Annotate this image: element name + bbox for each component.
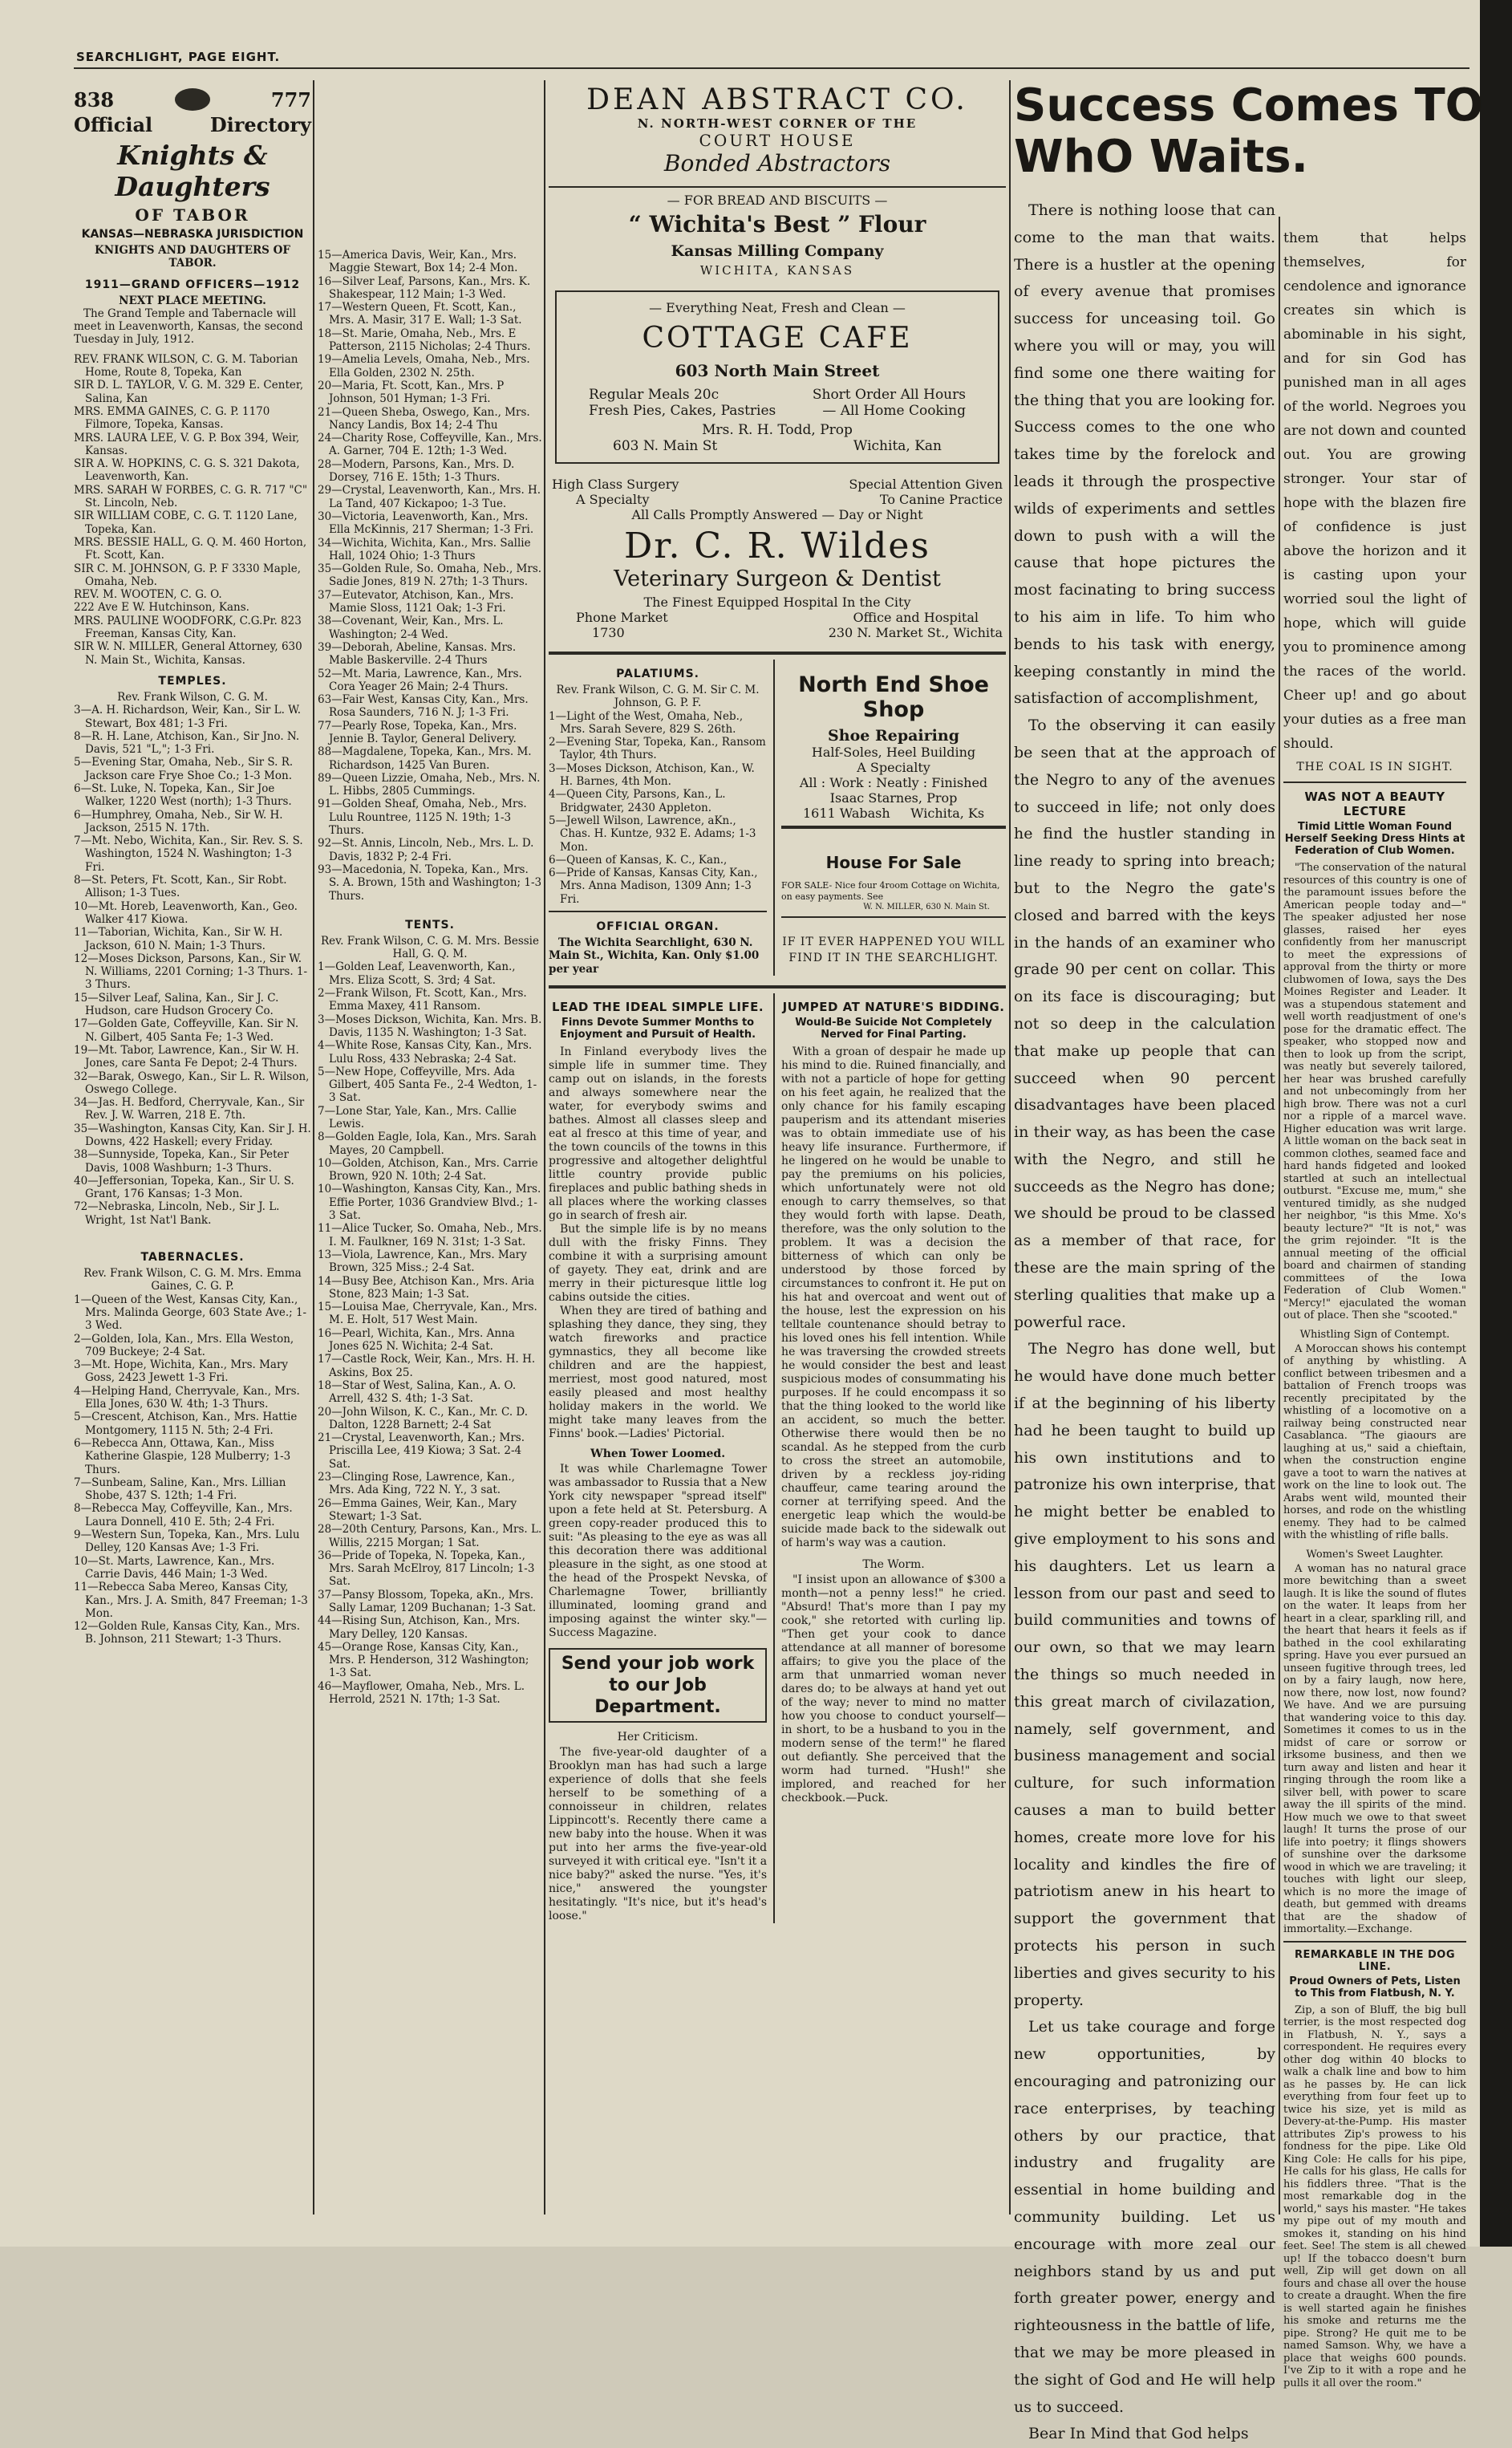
vet-office-address: 230 N. Market St., Wichita — [828, 625, 1003, 640]
temple-entry: 72—Nebraska, Lincoln, Neb., Sir J. L. Wright, 1st Nat'l Bank. — [74, 1200, 280, 1227]
tabernacles-continued-list — [318, 249, 542, 903]
jumped-headline: JUMPED AT NATURE'S BIDDING. — [782, 999, 1005, 1014]
palatium-entry: 2—Evening Star, Topeka, Kan., Ransom Taylor, 4th Thurs. — [549, 736, 766, 762]
palatium-entry: 3—Moses Dickson, Atchison, Kan., W. H. Barnes, 4th Mon. — [549, 761, 755, 789]
dean-sub1: N. NORTH-WEST CORNER OF THE — [637, 116, 918, 131]
cafe-prop: Mrs. R. H. Todd, Prop — [702, 422, 853, 438]
directory-number-left: 838 — [74, 88, 115, 112]
temple-entry: 15—Silver Leaf, Salina, Kan., Sir J. C. Hudson, care Hudson Grocery Co. — [74, 991, 279, 1018]
temple-entry: 17—Golden Gate, Coffeyville, Kan. Sir N. N. Gilbert, 405 Santa Fe; 1-3 Wed. — [74, 1017, 299, 1044]
temple-entry: 32—Barak, Oswego, Kan., Sir L. R. Wilson, Oswego College. — [74, 1070, 310, 1096]
shoe-repairing: Shoe Repairing — [828, 727, 959, 745]
vet-attention: Special Attention Given — [849, 477, 1003, 492]
column-rule — [1009, 80, 1011, 2215]
divider — [549, 911, 767, 912]
vet-office: Office and Hospital — [853, 610, 979, 625]
tabernacle-entry: 35—Golden Rule, So. Omaha, Neb., Mrs. Sadie Jones, 819 N. 27th; 1-3 Thurs. — [318, 562, 542, 589]
cafe-top: — Everything Neat, Fresh and Clean — — [649, 300, 906, 315]
flour-ad — [549, 193, 1006, 282]
tabernacles-list — [74, 1293, 311, 1646]
tabernacle-entry: 21—Queen Sheba, Oswego, Kan., Mrs. Nancy Landis, Box 14; 2-4 Thu — [318, 405, 530, 432]
temple-entry: 34—Jas. H. Bedford, Cherryvale, Kan., Sir Rev. J. W. Warren, 218 E. 7th. — [74, 1096, 305, 1123]
veterinary-ad — [549, 472, 1006, 647]
dean-title: DEAN ABSTRACT CO. — [586, 83, 968, 116]
kd-heading: KNIGHTS AND DAUGHTERS OF TABOR. — [95, 244, 290, 270]
tent-entry: 20—John Wilson, K. C., Kan., Mr. C. D. Dalton, 1228 Barnett; 2-4 Sat — [318, 1405, 529, 1431]
temple-entry: 35—Washington, Kansas City, Kan. Sir J. H. Downs, 422 Haskell; every Friday. — [74, 1122, 311, 1148]
shoe-half-soles: Half-Soles, Heel Building — [811, 745, 976, 760]
success-continued: them that helps themselves, for cendolence and ignorance creates sin which is abominable in his sight, and for sin God has punished man in all ages of the world. Negroes you are not down and counted out. You are growing stronger. Your star of hope with the blazen fire of confidence is just above the horizon and it is casting upon your worried soul the light of hope, which will guide you to prominence among the races of the world. Cheer up! and go about your duties as a free man should. — [1283, 230, 1466, 752]
success-signature: THE COAL IS IN SIGHT. — [1296, 761, 1453, 773]
shoe-and-house-ads — [781, 660, 1006, 976]
tower-text: It was while Charlemagne Tower was ambassador to Russia that a New York city newspaper "spread itself" upon a fete held at St. Petersburg. A green copy-reader produced this to suit: "As pleasing to the eye as was all this decoration there was additional pleasure in the sight, as one stood at the head of the Prospekt Nevska, of Charlemagne Tower, brilliantly illuminated, looming grand and imposing against the winter sky."—Success Magazine. — [549, 1462, 768, 1639]
laughter-text: A woman has no natural grace more bewitching than a sweet laugh. It is like the sound of flutes on the water. It leaps from her heart in a clear, sparkling rill, and the heart that hears it feels as if bathed in the cool exhilarating spring. Have you ever pursued an unseen fugitive through trees, led on by a fairy laugh, now here, now there, now lost, now found? We have. And we are pursuing that wandering voice to this day. Sometimes it comes to us in the midst of care or sorrow or irksome business, and then we turn away and listen and hear it ringing through the room like a silver bell, with power to scare away the ill spirits of the mind. How much we owe to that sweet laugh! It turns the prose of our life into poetry; it flings showers of sunshine over the darksome wood in which we are traveling; it touches with light our sleep, which is no more the image of death, but gemmed with dreams that are the shadow of immortality.—Exchange. — [1283, 1562, 1466, 1935]
flour-name: “ Wichita's Best ” Flour — [628, 211, 926, 237]
divider — [1283, 1941, 1466, 1943]
tabernacle-entry: 89—Queen Lizzie, Omaha, Neb., Mrs. N. L. Hibbs, 2805 Cummings. — [318, 771, 541, 798]
success-p1: There is nothing loose that can come to the man that waits. There is a hustler at the opening of every avenue that promises success for unceasing toil. Go where you will or may, you will find some one there waiting for the thing that you are looking for. Success comes to the one who takes time by the forelock and leads it through the prospective wilds of experiments and settles down to push with a will the cause that hope pictures the most facinating to bring success to his aim in life. To him who bends to his task with energy, keeping constantly in mind the satisfaction of accomplishment, — [1014, 201, 1275, 708]
ideal-life-deck: Finns Devote Summer Months to Enjoyment and Pursuit of Health. — [560, 1016, 756, 1041]
tabernacle-entry: 37—Eutevator, Atchison, Kan., Mrs. Mamie Sloss, 1121 Oak; 1-3 Fri. — [318, 588, 514, 615]
tabernacle-entry: 7—Sunbeam, Saline, Kan., Mrs. Lillian Shobe, 437 S. 12th; 1-4 Fri. — [74, 1476, 286, 1503]
ideal-life-p1: In Finland everybody lives the simple life in summer time. They camp out on islands, in the forests and always somewhere near the water, for everybody swims and bathes. Almost all classes sleep and eat al fresco at this time of year, and the town councils of the towns in this progressive and altogether delightful little country provide public fireplaces and public bathing sheds in all places where the working classes go in search of fresh air. — [549, 1045, 768, 1222]
vet-phone-number: 1730 — [592, 625, 625, 640]
temple-entry: 38—Sunnyside, Topeka, Kan., Sir Peter Davis, 1008 Washburn; 1-3 Thurs. — [74, 1148, 289, 1175]
tabernacle-entry: 20—Maria, Ft. Scott, Kan., Mrs. P Johnson, 501 Hyman; 1-3 Fri. — [318, 379, 505, 406]
dean-sub2: COURT HOUSE — [699, 131, 856, 150]
shoe-specialty: A Specialty — [857, 760, 930, 775]
tent-entry: 5—New Hope, Coffeyville, Mrs. Ada Gilbert, 405 Santa Fe., 2-4 Wedton, 1-3 Sat. — [318, 1065, 537, 1105]
ideal-life-p3: When they are tired of bathing and splashing they dance, they sing, they watch fireworks and practice gymnastics, they all become like children and are the happiest, merriest, most good natured, most easily pleased and most healthy holiday makers in the world. We might take many leaves from the Finns' book.—Ladies' Pictorial. — [549, 1304, 768, 1440]
success-headline: Success Comes TO WhO Waits. — [1014, 79, 1484, 183]
tent-entry: 10—Washington, Kansas City, Kan., Mrs. Effie Porter, 1036 Grandview Blvd.; 1-3 Sat. — [318, 1183, 541, 1223]
tent-entry: 37—Pansy Blossom, Topeka, aKn., Mrs. Sally Lamar, 1209 Buchanan; 1-3 Sat. — [318, 1588, 537, 1614]
temple-entry: 8—R. H. Lane, Atchison, Kan., Sir Jno. N. Davis, 521 "L,"; 1-3 Fri. — [74, 729, 300, 757]
temple-entry: 19—Mt. Tabor, Lawrence, Kan., Sir W. H. Jones, care Santa Fe Depot; 2-4 Thurs. — [74, 1043, 299, 1070]
laughter-headline: Women's Sweet Laughter. — [1306, 1548, 1444, 1561]
column-rule — [544, 80, 545, 2215]
temple-entry: 6—St. Luke, N. Topeka, Kan., Sir Joe Walker, 1220 West (north); 1-3 Thurs. — [74, 781, 292, 809]
tabernacle-entry: 18—St. Marie, Omaha, Neb., Mrs. E Patterson, 2115 Nicholas; 2-4 Thurs. — [318, 327, 531, 354]
cafe-name: COTTAGE CAFE — [642, 322, 913, 355]
tent-entry: 28—20th Century, Parsons, Kan., Mrs. L. Willis, 2215 Morgan; 1 Sat. — [318, 1523, 542, 1549]
cafe-cooking: — All Home Cooking — [822, 403, 966, 419]
vet-title: Veterinary Surgeon & Dentist — [614, 566, 941, 591]
palatium-entry: 4—Queen City, Parsons, Kan., L. Bridgwater, 2430 Appleton. — [549, 788, 726, 814]
tent-entry: 16—Pearl, Wichita, Kan., Mrs. Anna Jones 625 N. Wichita; 2-4 Sat. — [318, 1326, 515, 1354]
directory-title: Knights & Daughters — [115, 140, 270, 202]
directory-column-1 — [74, 80, 311, 2190]
tent-entry: 46—Mayflower, Omaha, Neb., Mrs. L. Herrold, 2521 N. 17th; 1-3 Sat. — [318, 1679, 525, 1707]
tabernacle-entry: 63—Fair West, Kansas City, Kan., Mrs. Rosa Saunders, 716 N. J; 1-3 Fri. — [318, 693, 529, 720]
tabernacle-entry: 92—St. Annis, Lincoln, Neb., Mrs. L. D. Davis, 1832 P; 2-4 Fri. — [318, 837, 534, 863]
next-meeting-heading: NEXT PLACE MEETING. — [119, 294, 266, 307]
officers-heading: 1911—GRAND OFFICERS—1912 — [84, 278, 301, 291]
tent-entry: 11—Alice Tucker, So. Omaha, Neb., Mrs. I. M. Faulkner, 169 N. 31st; 1-3 Sat. — [318, 1222, 542, 1248]
official-label: Official — [74, 113, 153, 136]
jurisdiction: KANSAS—NEBRASKA JURISDICTION — [81, 228, 304, 241]
articles-left — [549, 993, 767, 1923]
temples-lead: Rev. Frank Wilson, C. G. M. — [117, 690, 268, 704]
temple-entry: 8—St. Peters, Ft. Scott, Kan., Sir Robt. Allison; 1-3 Tues. — [74, 874, 287, 900]
dean-sub3: Bonded Abstractors — [663, 150, 891, 177]
organ-heading: OFFICIAL ORGAN. — [596, 920, 720, 934]
divider — [549, 186, 1006, 188]
flour-city: WICHITA, KANSAS — [699, 263, 855, 278]
temples-list — [74, 704, 311, 1227]
divider — [549, 985, 1006, 989]
job-work-ad: Send your job work to our Job Department. — [549, 1648, 767, 1723]
cafe-meals: Regular Meals 20c — [589, 387, 720, 403]
tabernacle-entry: 9—Western Sun, Topeka, Kan., Mrs. Lulu Delley, 120 Kansas Ave; 1-3 Fri. — [74, 1528, 300, 1555]
temple-entry: 5—Evening Star, Omaha, Neb., Sir S. R. Jackson care Frye Shoe Co.; 1-3 Mon. — [74, 756, 294, 782]
house-text: FOR SALE- Nice four 4room Cottage on Wichita, on easy payments. See — [781, 880, 1000, 902]
emblem-icon — [175, 88, 210, 111]
divider — [781, 916, 1006, 918]
tent-entry: 10—Golden, Atchison, Kan., Mrs. Carrie Brown, 920 N. 10th; 2-4 Sat. — [318, 1156, 538, 1183]
tabernacle-entry: 2—Golden, Iola, Kan., Mrs. Ella Weston, 709 Buckeye; 2-4 Sat. — [74, 1332, 294, 1358]
officer-entry: MRS. EMMA GAINES, C. G. P. 1170 Filmore, Topeka, Kansas. — [74, 404, 270, 432]
vet-canine: To Canine Practice — [879, 492, 1003, 507]
ideal-life-headline: LEAD THE IDEAL SIMPLE LIFE. — [551, 999, 764, 1014]
palatiums-list — [549, 710, 767, 906]
temple-entry: 3—A. H. Richardson, Weir, Kan., Sir L. W. Stewart, Box 481; 1-3 Fri. — [74, 704, 301, 730]
tent-entry: 15—Louisa Mae, Cherryvale, Kan., Mrs. M. E. Holt, 517 West Main. — [318, 1301, 537, 1327]
ads-and-articles — [549, 80, 1006, 2198]
palatiums-heading: PALATIUMS. — [616, 668, 700, 680]
column-rule — [313, 80, 314, 2215]
vet-specialty: A Specialty — [576, 492, 650, 507]
house-heading: House For Sale — [825, 853, 962, 872]
success-p3: The Negro has done well, but he would have done much better if at the beginning of his liberty had he been taught to build up his own institutions and to patronize his own interprise, that he might better be enabled to give employment to his sons and his daughters. Let us learn a lesson from our past and seed to build communities and towns of our own, so that we may learn the things so much needed in this great march of civilazation, namely, self government, and business management and social culture, for such information causes a man to build better homes, create more love for his locality and kindles the fire of patriotism anew in his heart to support the government that protects his person in such liberties and gives security to his property. — [1014, 1340, 1275, 2009]
tabernacle-entry: 29—Crystal, Leavenworth, Kan., Mrs. H. La Tand, 407 Kickapoo; 1-3 Tue. — [318, 484, 541, 510]
tent-entry: 21—Crystal, Leavenworth, Kan.; Mrs. Priscilla Lee, 419 Kiowa; 3 Sat. 2-4 Sat. — [318, 1431, 525, 1471]
temples-heading: TEMPLES. — [158, 674, 227, 688]
temple-entry: 7—Mt. Nebo, Wichita, Kan., Sir. Rev. S. S. Washington, 1524 N. Washington; 1-3 Fri. — [74, 834, 303, 874]
directory-number-right: 777 — [270, 88, 311, 112]
next-meeting-text: The Grand Temple and Tabernacle will meet in Leavenworth, Kansas, the second Tuesday in July, 1912. — [74, 307, 303, 347]
cottage-cafe-ad — [555, 290, 999, 464]
officer-entry: REV. M. WOOTEN, C. G. O. — [74, 588, 222, 602]
tent-entry: 3—Moses Dickson, Wichita, Kan. Mrs. B. Davis, 1135 N. Washington; 1-3 Sat. — [318, 1013, 542, 1039]
beauty-headline: WAS NOT A BEAUTY LECTURE — [1304, 790, 1445, 818]
tabernacle-entry: 30—Victoria, Leavenworth, Kan., Mrs. Ella McKinnis, 217 Sherman; 1-3 Fri. — [318, 509, 534, 537]
tabernacle-entry: 93—Macedonia, N. Topeka, Kan., Mrs. S. A. Brown, 15th and Washington; 1-3 Thurs. — [318, 863, 542, 903]
palatium-entry: 6—Queen of Kansas, K. C., Kan., — [549, 853, 728, 867]
officers-list — [74, 353, 311, 667]
tabernacle-entry: 6—Rebecca Ann, Ottawa, Kan., Miss Katherine Glaspie, 128 Mulberry; 1-3 Thurs. — [74, 1436, 291, 1476]
vet-hospital: The Finest Equipped Hospital In the City — [643, 595, 911, 610]
articles-right — [781, 993, 1006, 1923]
tabernacle-entry: 34—Wichita, Wichita, Kan., Mrs. Sallie Hall, 1024 Ohio; 1-3 Thurs — [318, 536, 531, 562]
whistle-text: A Moroccan shows his contempt of anything by whistling. A conflict between tribesmen and a battalion of French troops was recently precipitated by the whistling of a locomotive on a railway being constructed near Casablanca. "The giaours are laughing at us," said a chieftain, when the construction engine gave a toot to warn the natives at work on the line to look out. The Arabs went wild, mounted their horses, and rode on the whistling enemy. They had to be calmed with the whistling of rifle balls. — [1283, 1342, 1466, 1541]
palatium-entry: 1—Light of the West, Omaha, Neb., Mrs. Sarah Severe, 829 S. 26th. — [549, 709, 744, 736]
officer-entry: MRS. SARAH W FORBES, C. G. R. 717 "C" St. Lincoln, Neb. — [74, 483, 308, 510]
shoe-name: North End Shoe Shop — [798, 672, 989, 722]
officer-entry: SIR W. N. MILLER, General Attorney, 630 N. Main St., Wichita, Kansas. — [74, 640, 302, 667]
tabernacle-entry: 38—Covenant, Weir, Kan., Mrs. L. Washington; 2-4 Wed. — [318, 615, 504, 641]
tent-entry: 2—Frank Wilson, Ft. Scott, Kan., Mrs. Emma Maxey, 411 Ransom. — [318, 987, 527, 1013]
vet-surgery: High Class Surgery — [552, 477, 679, 492]
cafe-hours: Short Order All Hours — [812, 387, 966, 403]
directory-label: Directory — [209, 113, 311, 136]
jumped-deck: Would-Be Suicide Not Completely Nerved for Final Parting. — [795, 1016, 992, 1041]
palatium-entry: 5—Jewell Wilson, Lawrence, aKn., Chas. H. Kuntze, 932 E. Adams; 1-3 Mon. — [549, 814, 756, 854]
vet-phone: Phone Market — [576, 610, 668, 625]
cafe-address: 603 North Main Street — [675, 361, 880, 380]
worm-text: "I insist upon an allowance of $300 a month—not a penny less!" he cried. "Absurd! That's more than I pay my cook," she retorted with curling lip. "Then get your cook to dance attendance at all manner of boresome affairs; to give you the place of the arm that unmarried woman never dares do; to be always at hand yet out of the way; never to mind no matter how you choose to conduct yourself—in short, to be a husband to you in the modern sense of the term!" he flared out defiantly. She perceived that the worm had turned. "Hush!" she implored, and reached for her checkbook.—Puck. — [781, 1573, 1006, 1805]
officer-entry: SIR WILLIAM COBE, C. G. T. 1120 Lane, Topeka, Kan. — [74, 509, 298, 536]
officer-entry: SIR A. W. HOPKINS, C. G. S. 321 Dakota, Leavenworth, Kan. — [74, 457, 300, 484]
success-p5: Bear In Mind that God helps — [1028, 2425, 1249, 2443]
page-header: SEARCHLIGHT, PAGE EIGHT. — [76, 50, 281, 64]
tabernacles-lead: Rev. Frank Wilson, C. G. M. Mrs. Emma Gaines, C. G. P. — [83, 1267, 302, 1293]
vet-calls: All Calls Promptly Answered — Day or Night — [631, 507, 923, 522]
whistle-headline: Whistling Sign of Contempt. — [1299, 1328, 1450, 1341]
tent-entry: 17—Castle Rock, Weir, Kan., Mrs. H. H. Askins, Box 25. — [318, 1353, 536, 1379]
tabernacle-entry: 10—St. Marts, Lawrence, Kan., Mrs. Carrie Davis, 446 Main; 1-3 Wed. — [74, 1554, 275, 1581]
tent-entry: 36—Pride of Topeka, N. Topeka, Kan., Mrs. Sarah McElroy, 817 Lincoln; 1-3 Sat. — [318, 1549, 535, 1589]
flour-company: Kansas Milling Company — [671, 242, 884, 260]
dean-abstract-ad — [549, 80, 1006, 181]
dog-deck: Proud Owners of Pets, Listen to This from Flatbush, N. Y. — [1289, 1975, 1461, 1999]
officer-entry: MRS. PAULINE WOODFORK, C.G.Pr. 823 Freeman, Kansas City, Kan. — [74, 614, 302, 641]
temple-entry: 40—Jeffersonian, Topeka, Kan., Sir U. S. Grant, 176 Kansas; 1-3 Mon. — [74, 1174, 294, 1201]
tent-entry: 8—Golden Eagle, Iola, Kan., Mrs. Sarah Mayes, 20 Campbell. — [318, 1131, 537, 1157]
tabernacle-entry: 11—Rebecca Saba Mereo, Kansas City, Kan., Mrs. J. A. Smith, 847 Freeman; 1-3 Mon. — [74, 1581, 308, 1620]
cafe-street: 603 N. Main St — [613, 438, 718, 454]
tabernacle-entry: 88—Magdalene, Topeka, Kan., Mrs. M. Richardson, 1425 Van Buren. — [318, 745, 532, 772]
officer-entry: MRS. LAURA LEE, V. G. P. Box 394, Weir, Kansas. — [74, 431, 300, 457]
cafe-city: Wichita, Kan — [853, 438, 942, 454]
tent-entry: 1—Golden Leaf, Leavenworth, Kan., Mrs. Eliza Scott, S. 3rd; 4 Sat. — [318, 960, 516, 987]
tents-list — [318, 960, 542, 1706]
tent-entry: 18—Star of West, Salina, Kan., A. O. Arrell, 432 S. 4th; 1-3 Sat. — [318, 1378, 517, 1406]
tent-entry: 7—Lone Star, Yale, Kan., Mrs. Callie Lewis. — [318, 1104, 517, 1131]
shoe-prop: Isaac Starnes, Prop — [829, 790, 958, 806]
tent-entry: 26—Emma Gaines, Weir, Kan., Mary Stewart; 1-3 Sat. — [318, 1496, 517, 1523]
searchlight-slogan: IF IT EVER HAPPENED YOU WILL FIND IT IN THE SEARCHLIGHT. — [782, 936, 1005, 964]
tabernacle-entry: 3—Mt. Hope, Wichita, Kan., Mrs. Mary Goss, 2423 Jewett 1-3 Fri. — [74, 1358, 289, 1385]
house-signature: W. N. MILLER, 630 N. Main St. — [863, 903, 990, 911]
page-edge — [1480, 0, 1512, 2247]
temple-entry: 10—Mt. Horeb, Leavenworth, Kan., Geo. Walker 417 Kiowa. — [74, 899, 298, 926]
dog-headline: REMARKABLE IN THE DOG LINE. — [1294, 1948, 1456, 1973]
officer-entry: SIR C. M. JOHNSON, G. P. F 3330 Maple, Omaha, Neb. — [74, 562, 302, 588]
jumped-text: With a groan of despair he made up his mind to die. Ruined financially, and with not a particle of hope for getting on his feet again, he realized that the only chance for his family escaping pauperism and its attendant miseries was to obtain immediate use of his heavy life insurance. Furthermore, if he lingered on he would be unable to pay the premiums on his policies, which unfortunately were not old enough to carry themselves, so that they would forth with lapse. Death, therefore, was the only solution to the problem. It was a decision the bitterness of which can only be understood by those forced by circumstances to confront it. He put on his hat and overcoat and went out of the house, lest the expression on his telltale countenance should betray to his loved ones his fell intention. While he was traversing the crowded streets he would consider the best and least suspicious modes of consummating his purposes. If he could encompass it so that the thing looked to the world like an accident, so much the better. Otherwise there would then be no scandal. As he stepped from the curb to cross the street an automobile, driven by a reckless joy-riding chauffeur, came tearing around the corner at terrifying speed. And the energetic leap which the would-be suicide made back to the sidewalk out of harm's way was a caution. — [781, 1045, 1006, 1549]
tabernacle-entry: 16—Silver Leaf, Parsons, Kan., Mrs. K. Shakespear, 112 Main; 1-3 Wed. — [318, 274, 531, 301]
officer-entry: REV. FRANK WILSON, C. G. M. Taborian Home, Route 8, Topeka, Kan — [74, 352, 298, 380]
tabernacle-entry: 12—Golden Rule, Kansas City, Kan., Mrs. B. Johnson, 211 Stewart; 1-3 Thurs. — [74, 1620, 300, 1646]
tabernacle-entry: 39—Deborah, Abeline, Kansas. Mrs. Mable Baskerville. 2-4 Thurs — [318, 640, 517, 668]
officer-entry: MRS. BESSIE HALL, G. Q. M. 460 Horton, Ft. Scott, Kan. — [74, 535, 307, 562]
temple-entry: 12—Moses Dickson, Parsons, Kan., Sir W. N. Williams, 2201 Corning; 1-3 Thurs. 1-3 Thurs. — [74, 952, 308, 992]
tent-entry: 44—Rising Sun, Atchison, Kan., Mrs. Mary Delley, 120 Kansas. — [318, 1614, 521, 1641]
success-p2: To the observing it can easily be seen that at the approach of the Negro to any of the avenues to succeed in life; not only does he find the hustler standing in line ready to spring into breach; but to the Negro the gate's closed and barred with the keys in the hands of an examiner who grade 90 per cent on collar. This on its face is discouraging; but not so deep in the calculation that make up people that can succeed when 90 percent disadvantages have been placed in their way, as has been the case with the Negro, and still he succeeds as the Negro has done; we should be proud to be classed as a member of that race, for these are the main spring of the sterling qualities that make up a powerful race. — [1014, 717, 1275, 1331]
success-p4: Let us take courage and forge new opportunities, by encouraging and patronizing our race enterprises, by teaching others by our practice, that industry and frugality are essential in home building and community building. Let us encourage with more zeal our neighbors stand by us and put forth greater power, energy and righteousness in the battle of life, that we may be more pleased in the sight of God and He will help us to succeed. — [1014, 2018, 1275, 2416]
tabernacles-heading: TABERNACLES. — [140, 1251, 245, 1265]
beauty-text: "The conservation of the natural resources of this country is one of the paramount issues before the American people today and—" The speaker adjusted her nose glasses, raised her eyes confidently from her manuscript to meet the expressions of approval from the thirty or more clubwomen of Iowa, says the Des Moines Register and Leader. It was a stupendous statement and well worth readjustment of one's pose for the dramatic effect. The speaker, who stopped now and then to look up from the script, was neatly but severely tailored, her hear was brushed carefully and not unbecomingly from her high brow. There was not a curl nor a ripple of a marcel wave. Higher education was writ large. A little woman on the back seat in common clothes, seamed face and hard hands fidgeted and looked startled at such an intellectual outburst. "Excuse me, mum," she ventured timidly, as she nudged her neighbor, "is this Mme. Xo's beauty lecture?" "It is not," was the grim rejoinder. "It is the annual meeting of the official board and chairmen of standing committees of the Iowa Federation of Club Women." "Mercy!" ejaculated the woman out of place. Then she "scooted." — [1283, 862, 1466, 1321]
right-column — [1283, 226, 1466, 2389]
criticism-text: The five-year-old daughter of a Brooklyn man has had such a large experience of dolls that she feels herself to be something of a connoisseur in children, relates Lippincott's. Recently there came a new baby into the house. When it was put into her arms the five-year-old surveyed it with critical eye. "Isn't it a nice baby?" asked the nurse. "Yes, it's nice," answered the youngster hesitatingly. "It's nice, but it's head's loose." — [549, 1745, 768, 1922]
temple-entry: 11—Taborian, Wichita, Kan., Sir W. H. Jackson, 610 N. Main; 1-3 Thurs. — [74, 926, 283, 952]
divider — [781, 826, 1006, 829]
officer-entry: SIR D. L. TAYLOR, V. G. M. 329 E. Center, Salina, Kan — [74, 379, 304, 405]
flour-top: — FOR BREAD AND BISCUITS — — [667, 193, 888, 208]
palatiums-lead: Rev. Frank Wilson, C. G. M. Sir C. M. Johnson, G. P. F. — [556, 684, 760, 710]
tabernacle-entry: 17—Western Queen, Ft. Scott, Kan., Mrs. A. Masir, 317 E. Wall; 1-3 Sat. — [318, 301, 522, 327]
tabernacle-entry: 28—Modern, Parsons, Kan., Mrs. D. Dorsey, 716 E. 15th; 1-3 Thurs. — [318, 457, 515, 485]
tabernacle-entry: 4—Helping Hand, Cherryvale, Kan., Mrs. Ella Jones, 630 W. 4th; 1-3 Thurs. — [74, 1384, 300, 1411]
tabernacle-entry: 77—Pearly Rose, Topeka, Kan., Mrs. Jennie B. Taylor, General Delivery. — [318, 719, 517, 745]
beauty-deck: Timid Little Woman Found Herself Seeking Dress Hints at Federation of Club Women. — [1284, 821, 1465, 857]
tabernacle-entry: 19—Amelia Levels, Omaha, Neb., Mrs. Ella Golden, 2302 N. 25th. — [318, 353, 530, 380]
worm-headline: The Worm. — [862, 1557, 925, 1571]
shoe-address: 1611 Wabash Wichita, Ks — [802, 806, 985, 821]
tabernacle-entry: 52—Mt. Maria, Lawrence, Kan., Mrs. Cora Yeager 26 Main; 2-4 Thurs. — [318, 667, 522, 693]
tabernacle-entry: 8—Rebecca May, Coffeyville, Kan., Mrs. Laura Donnell, 410 E. 5th; 2-4 Fri. — [74, 1502, 293, 1528]
tent-entry: 13—Viola, Lawrence, Kan., Mrs. Mary Brown, 325 Miss.; 2-4 Sat. — [318, 1248, 527, 1275]
ideal-life-p2: But the simple life is by no means dull with the frisky Finns. They combine it with a surprising amount of gayety. They eat, drink and are merry in their picturesque little log cabins outside the cities. — [549, 1222, 768, 1304]
tabernacle-entry: 91—Golden Sheaf, Omaha, Neb., Mrs. Lulu Rountree, 1125 N. 19th; 1-3 Thurs. — [318, 798, 527, 838]
vet-name: Dr. C. R. Wildes — [623, 526, 930, 566]
tabernacle-entry: 1—Queen of the West, Kansas City, Kan., Mrs. Malinda George, 603 State Ave.; 1-3 Wed. — [74, 1293, 307, 1333]
tents-heading: TENTS. — [405, 918, 455, 932]
dog-text: Zip, a son of Bluff, the big bull terrier, is the most respected dog in Flatbush, N. Y., says a correspondent. He requires every other dog within 40 blocks to walk a chalk line and bow to him as he passes by. He can lick everything from four feet up to twice his size, yet is mild as Devery-at-the-Pump. His master attributes Zip's prowess to his fondness for the pipe. Like Old King Cole: He calls for his pipe, He calls for his glass, He calls for his fiddlers three. "That is the most remarkable dog in the world," says his master. "He takes my pipe out of my mouth and smokes it, standing on his hind feet. See! The stem is all chewed up! If the tobacco doesn't burn well, Zip will get down on all fours and chase all over the house to create a draught. When the fire is well started again he finishes his smoke and returns me the pipe. Strong? He quit me to be named Samson. Why, we have a place that weighs 600 pounds. I've Zip to it with a rope and he pulls it all over the room." — [1283, 2003, 1466, 2389]
organ-text: The Wichita Searchlight, 630 N. Main St., Wichita, Kan. Only $1.00 per year — [549, 936, 760, 976]
shoe-work: All : Work : Neatly : Finished — [799, 775, 988, 790]
tabernacle-entry: 15—America Davis, Weir, Kan., Mrs. Maggie Stewart, Box 14; 2-4 Mon. — [318, 249, 518, 275]
top-rule — [74, 67, 1469, 69]
cafe-pies: Fresh Pies, Cakes, Pastries — [589, 403, 776, 419]
palatiums-section — [549, 660, 767, 976]
tent-entry: 45—Orange Rose, Kansas City, Kan., Mrs. P. Henderson, 312 Washington; 1-3 Sat. — [318, 1640, 529, 1680]
directory-column-2 — [318, 80, 542, 2190]
officer-entry: 222 Ave E W. Hutchinson, Kans. — [74, 601, 249, 615]
tower-headline: When Tower Loomed. — [590, 1447, 726, 1460]
palatium-entry: 6—Pride of Kansas, Kansas City, Kan., Mrs. Anna Madison, 1309 Ann; 1-3 Fri. — [549, 867, 758, 906]
tent-entry: 14—Busy Bee, Atchison Kan., Mrs. Aria Stone, 823 Main; 1-3 Sat. — [318, 1274, 535, 1301]
tent-entry: 23—Clinging Rose, Lawrence, Kan., Mrs. Ada King, 722 N. Y., 3 sat. — [318, 1471, 515, 1497]
directory-subtitle: OF TABOR — [135, 205, 250, 225]
temple-entry: 6—Humphrey, Omaha, Neb., Sir W. H. Jackson, 2515 N. 17th. — [74, 808, 283, 834]
tent-entry: 4—White Rose, Kansas City, Kan., Mrs. Lulu Ross, 433 Nebraska; 2-4 Sat. — [318, 1039, 533, 1066]
criticism-headline: Her Criticism. — [617, 1730, 699, 1744]
tents-lead: Rev. Frank Wilson, C. G. M. Mrs. Bessie Hall, G. Q. M. — [321, 934, 539, 961]
divider — [549, 652, 1006, 655]
tabernacle-entry: 5—Crescent, Atchison, Kan., Mrs. Hattie Montgomery, 1115 N. 5th; 2-4 Fri. — [74, 1411, 298, 1437]
divider — [1283, 781, 1466, 783]
tabernacle-entry: 24—Charity Rose, Coffeyville, Kan., Mrs. A. Garner, 704 E. 12th; 1-3 Wed. — [318, 432, 542, 458]
column-rule — [1279, 217, 1280, 2215]
